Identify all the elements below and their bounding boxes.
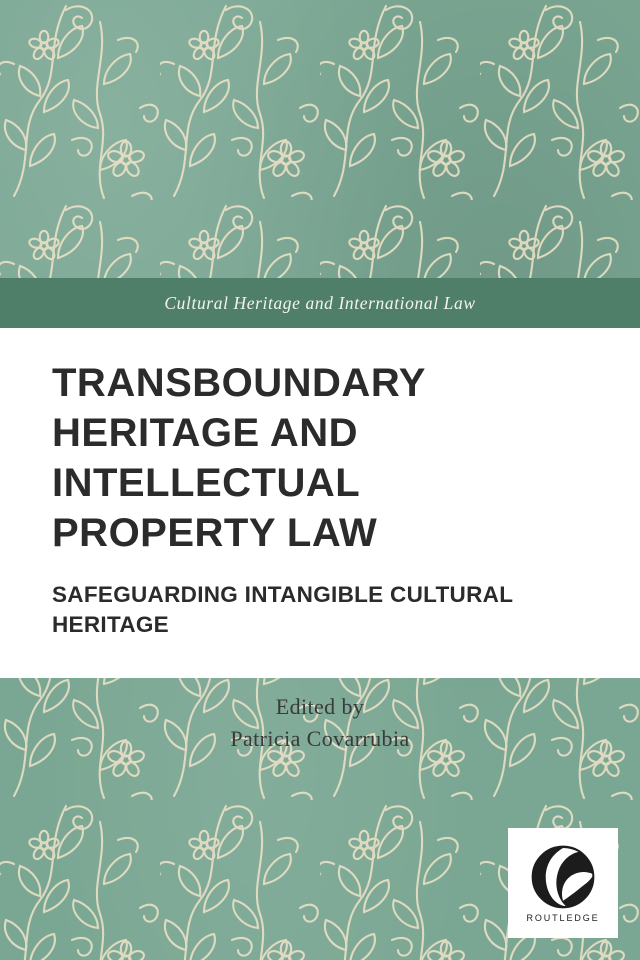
book-subtitle: SAFEGUARDING INTANGIBLE CULTURAL HERITAGE — [52, 582, 513, 637]
editor-block — [52, 692, 588, 754]
routledge-globe-icon — [530, 844, 596, 910]
series-band — [0, 278, 640, 328]
edited-by-label: Edited by — [275, 694, 365, 719]
publisher-name: ROUTLEDGE — [526, 912, 600, 923]
title-panel — [0, 328, 640, 751]
book-title: TRANSBOUNDARY HERITAGE AND INTELLECTUAL PROPERTY LAW — [52, 361, 426, 555]
editor-name: Patricia Covarrubia — [230, 726, 410, 751]
series-title: Cultural Heritage and International Law — [164, 292, 476, 313]
publisher-logo — [508, 828, 618, 938]
